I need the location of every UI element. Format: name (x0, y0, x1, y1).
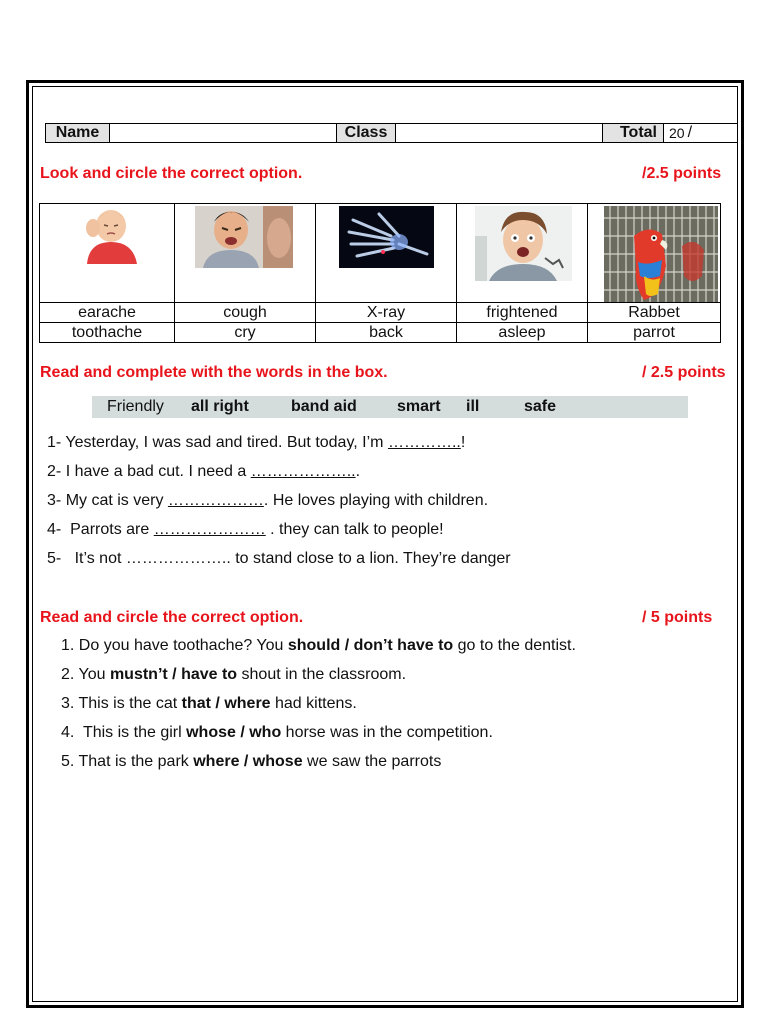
picture-cell-4 (457, 204, 588, 303)
blank-1[interactable]: ………….. (387, 434, 461, 451)
word-box-item: ill (466, 398, 480, 415)
section2-title: Read and complete with the words in the box. (40, 364, 388, 381)
option-cell[interactable]: frightened (457, 303, 588, 323)
child-earache-photo (73, 206, 143, 264)
section1-points: /2.5 points (642, 165, 722, 182)
total-field[interactable] (664, 124, 737, 142)
picture-cell-5 (588, 204, 721, 303)
option-cell[interactable]: Rabbet (588, 303, 721, 323)
word-box-item: smart (397, 398, 441, 415)
blank-2[interactable]: ……………….. (250, 463, 356, 480)
word-box (92, 396, 688, 418)
word-box-item: Friendly (107, 398, 164, 415)
option-cell[interactable]: X-ray (316, 303, 457, 323)
sentence-1: 1- Yesterday, I was sad and tired. But today, I’m …………..! (47, 434, 466, 451)
picture-cell-2 (175, 204, 316, 303)
option-cell[interactable]: parrot (588, 323, 721, 343)
option-cell[interactable]: earache (40, 303, 175, 323)
word-box-item: safe (524, 398, 557, 415)
blank-5[interactable]: It’s not ……………….. to stand close to a lion. They’re danger (65, 550, 511, 567)
section2-points: / 2.5 points (642, 364, 726, 381)
section1-title: Look and circle the correct option. (40, 165, 303, 182)
class-label: Class (337, 124, 396, 142)
frightened-boy-photo (475, 206, 572, 281)
option-cell[interactable]: asleep (457, 323, 588, 343)
sentence-4: 4- Parrots are ………………… . they can talk to people! (47, 521, 444, 538)
picture-cell-1 (40, 204, 175, 303)
question-5: 5. That is the park where / whose we saw the parrots (61, 753, 442, 770)
option-cell[interactable]: cough (175, 303, 316, 323)
parrot-cage-photo (604, 206, 718, 302)
picture-cell-3 (316, 204, 457, 303)
choice-4[interactable]: whose / who (186, 724, 282, 741)
option-cell[interactable]: back (316, 323, 457, 343)
choice-3[interactable]: that / where (181, 695, 271, 712)
section3-points: / 5 points (642, 609, 713, 626)
student-info-row (45, 123, 738, 143)
word-box-item: all right (191, 398, 249, 415)
sentence-5: 5- It’s not ……………….. to stand close to a lion. They’re danger (47, 550, 511, 567)
name-field[interactable] (110, 124, 337, 142)
total-label: Total (603, 124, 664, 142)
blank-3[interactable]: ……………… (167, 492, 264, 509)
crying-child-photo (195, 206, 293, 268)
blank-4[interactable]: ………………… (153, 521, 266, 538)
choice-1[interactable]: should / don’t have to (287, 637, 454, 654)
question-2: 2. You mustn’t / have to shout in the classroom. (61, 666, 407, 683)
total-slash: / (687, 124, 693, 141)
question-4: 4. This is the girl whose / who horse was in the competition. (61, 724, 493, 741)
question-3: 3. This is the cat that / where had kittens. (61, 695, 357, 712)
picture-table (39, 203, 721, 343)
hand-xray-photo (339, 206, 434, 268)
name-label: Name (46, 124, 110, 142)
option-cell[interactable]: toothache (40, 323, 175, 343)
choice-2[interactable]: mustn’t / have to (109, 666, 238, 683)
word-box-item: band aid (291, 398, 357, 415)
question-1: 1. Do you have toothache? You should / don’t have to go to the dentist. (61, 637, 576, 654)
choice-5[interactable]: where / whose (193, 753, 303, 770)
section3-title: Read and circle the correct option. (40, 609, 304, 626)
sentence-3: 3- My cat is very ………………. He loves playing with children. (47, 492, 489, 509)
sentence-2: 2- I have a bad cut. I need a ………………... (47, 463, 361, 480)
option-cell[interactable]: cry (175, 323, 316, 343)
total-value: 20 (669, 125, 685, 141)
class-field[interactable] (396, 124, 603, 142)
